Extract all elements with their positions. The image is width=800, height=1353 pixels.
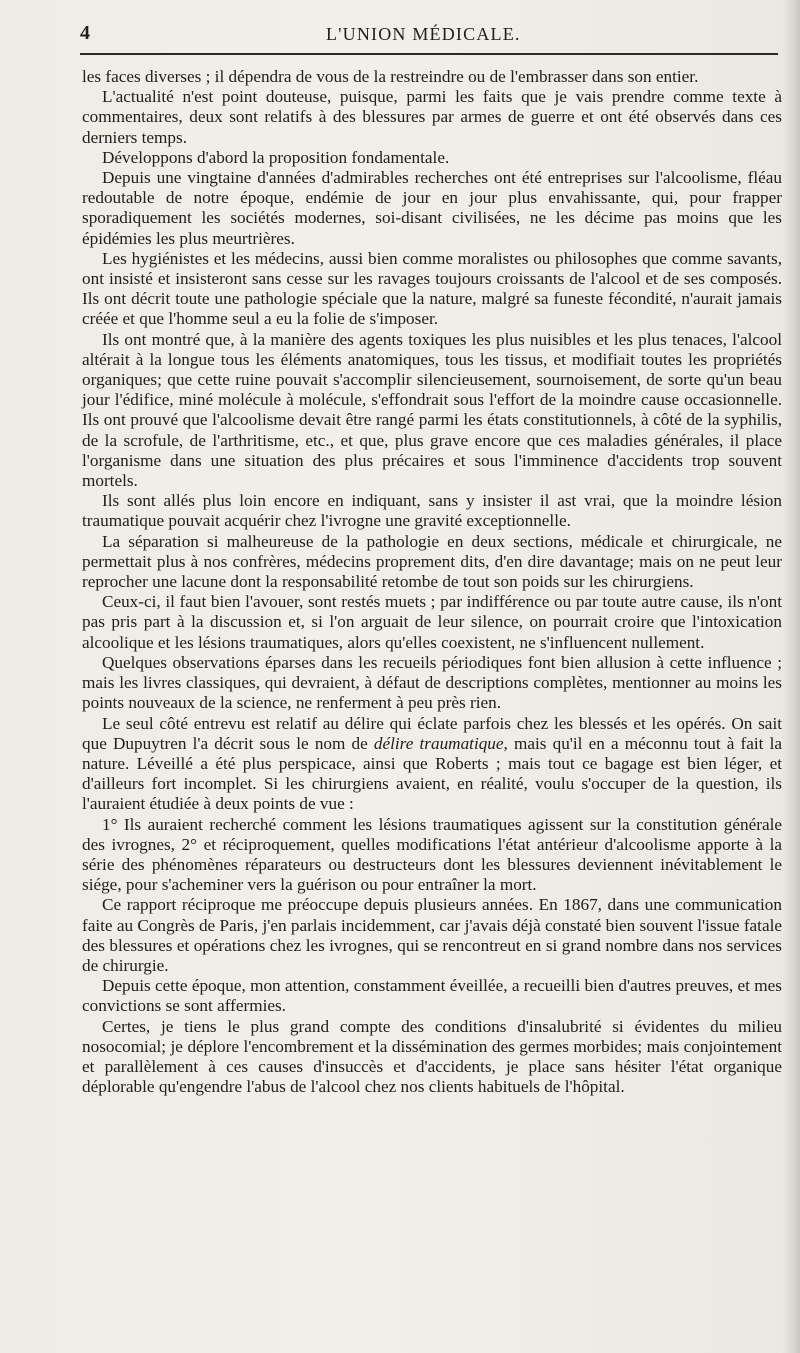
paragraph: Ils ont montré que, à la manière des agents toxiques les plus nuisibles et les plus tenaces, l'alcool altérait à la longue tous les éléments anatomiques, tous les tissus, et modifiait toutes les propriétés organiques; que cette ruine pouvait s'accomplir silencieusement, sournoisement, de sorte qu'un beau jour l'édifice, miné molécule à molécule, s'effondrait sous l'effort de la moindre cause occasionnelle. Ils ont prouvé que l'alcoolisme devait être rangé parmi les états constitutionnels, à côté de la syphilis, de la scrofule, de l'arthritisme, etc., et que, plus grave encore que ces maladies générales, il place l'organisme dans une situation des plus précaires et sous l'imminence d'accidents trop souvent mortels.	[82, 329, 782, 491]
paragraph-delire	[82, 714, 782, 815]
paragraph: Développons d'abord la proposition fondamentale.	[102, 147, 450, 167]
header-rule	[80, 53, 778, 55]
paragraph: les faces diverses ; il dépendra de vous de la restreindre ou de l'embrasser dans son entier.	[82, 67, 699, 86]
paragraph: 1° Ils auraient recherché comment les lésions traumatiques agissent sur la constitution générale des ivrognes, 2° et réciproquement, quelles modifications l'état antérieur d'alcoolisme apporte à la série des phénomènes réparateurs ou destructeurs dont les blessures deviennent inévitablement le siége, pour s'acheminer vers la guérison ou pour entraîner la mort.	[82, 814, 782, 895]
paragraph: La séparation si malheureuse de la pathologie en deux sections, médicale et chirurgicale, ne permettait plus à nos confrères, médecins proprement dits, d'en dire davantage; mais on ne peut leur reprocher une lacune dont la responsabilité retombe de tout son poids sur les chirurgiens.	[82, 531, 782, 592]
article-body	[82, 67, 782, 1097]
paragraph: Depuis une vingtaine d'années d'admirables recherches ont été entreprises sur l'alcoolisme, fléau redoutable de notre époque, endémie de jour en jour plus envahissante, qui, pour frapper sporadiquement les sociétés modernes, soi-disant civilisées, ne les décime pas moins que les épidémies les plus meurtrières.	[82, 168, 782, 248]
paragraph: Depuis cette époque, mon attention, constamment éveillée, a recueilli bien d'autres preuves, et mes convictions se sont affermies.	[82, 976, 782, 1016]
paragraph: Ceux-ci, il faut bien l'avouer, sont restés muets ; par indifférence ou par toute autre cause, ils n'ont pas pris part à la discussion et, si l'on arguait de leur silence, on pourrait croire que l'intoxication alcoolique et les lésions traumatiques, alors qu'elles coexistent, ne s'influencent nullement.	[82, 592, 782, 652]
text-run: Le seul côté entrevu est relatif au délire qui éclate parfois chez les blessés et les opérés. On sait que Dupuytren l'a décrit sous le nom de	[82, 713, 782, 753]
page-edge-shadow	[782, 0, 800, 1353]
page-number: 4	[80, 22, 90, 44]
paragraph: Quelques observations éparses dans les recueils périodiques font bien allusion à cette influence ; mais les livres classiques, qui devraient, à défaut de descriptions complètes, mentionner au moins les points nouveaux de la science, ne renferment à peu près rien.	[82, 652, 782, 713]
paragraph: Ils sont allés plus loin encore en indiquant, sans y insister il ast vrai, que la moindre lésion traumatique pouvait acquérir chez l'ivrogne une gravité exceptionnelle.	[82, 491, 782, 531]
text-run: , mais qu'il en a méconnu tout à fait la nature. Léveillé a été plus perspicace, ainsi que Roberts ; mais tout ce bagage est bien léger, et d'ailleurs fort incomplet. Si les chirurgiens avaient, en réalité, voulu s'occuper de la question, ils l'auraient étudiée à deux points de vue :	[82, 733, 783, 814]
paragraph: L'actualité n'est point douteuse, puisque, parmi les faits que je vais prendre comme texte à commentaires, deux sont relatifs à des blessures par armes de guerre et ont été observés dans ces derniers temps.	[82, 87, 782, 147]
paragraph: Certes, je tiens le plus grand compte des conditions d'insalubrité si évidentes du milieu nosocomial; je déplore l'encombrement et la dissémination des germes morbides; mais conjointement et parallèlement à ces causes d'insuccès et d'accidents, je place sans hésiter l'état organique déplorable qu'engendre l'abus de l'alcool chez nos clients habituels de l'hôpital.	[82, 1016, 782, 1097]
running-head: L'UNION MÉDICALE.	[326, 24, 521, 44]
italic-term: délire traumatique	[373, 733, 504, 753]
page-header	[80, 20, 778, 56]
paragraph: Les hygiénistes et les médecins, aussi bien comme moralistes ou philosophes que comme savants, ont insisté et insisteront sans cesse sur les ravages toujours croissants de l'alcool et de ses composés. Ils ont décrit toute une pathologie spéciale que la nature, malgré sa funeste fécondité, n'aurait jamais créée et que l'homme seul a eu la folie de s'imposer.	[82, 248, 782, 329]
paragraph: Ce rapport réciproque me préoccupe depuis plusieurs années. En 1867, dans une communication faite au Congrès de Paris, j'en parlais incidemment, car j'avais déjà constaté bien souvent l'issue fatale des blessures et opérations chez les ivrognes, qui se rencontreut en si grand nombre dans nos services de chirurgie.	[82, 895, 782, 975]
